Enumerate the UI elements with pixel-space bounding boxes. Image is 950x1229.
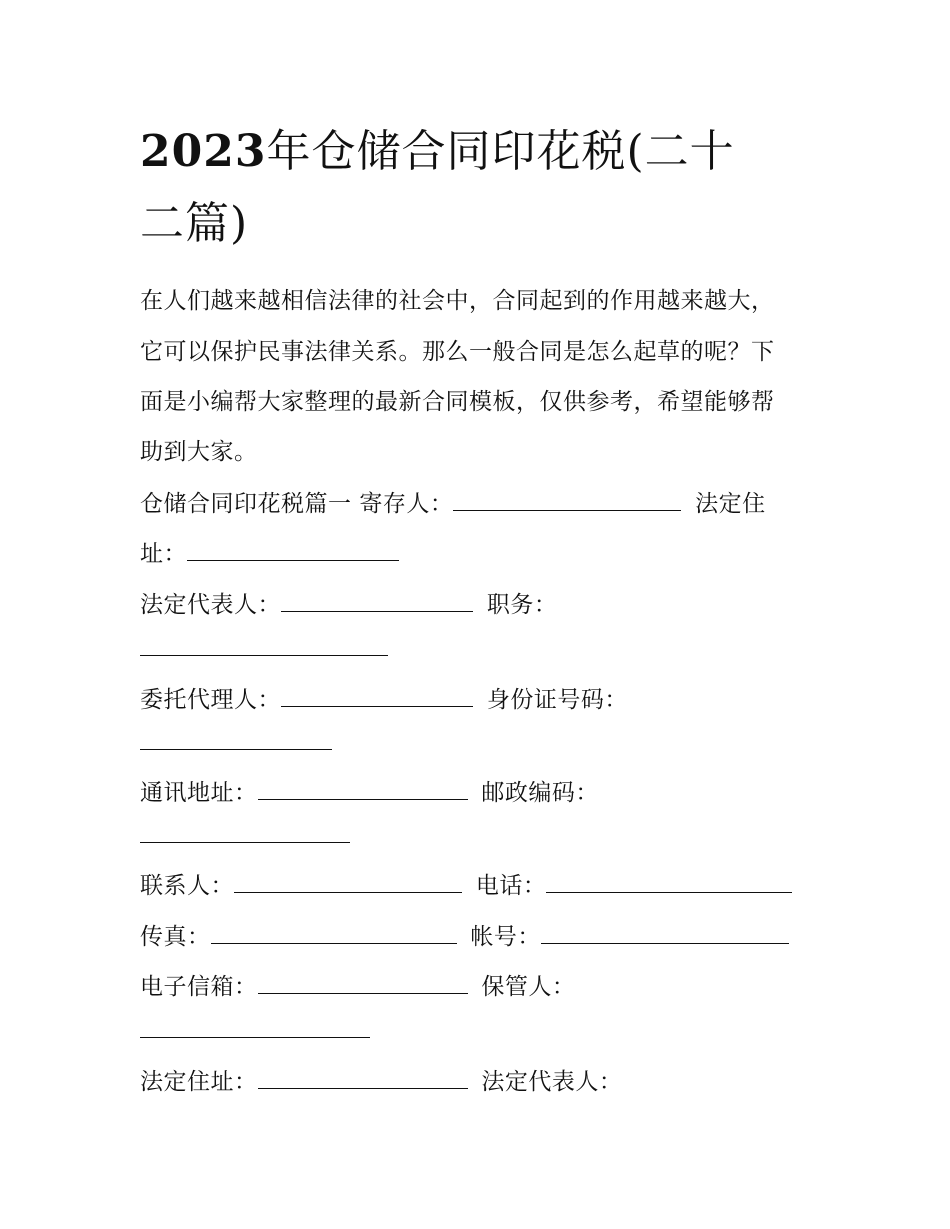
form-row-postcode-blank [140,820,350,851]
phone-blank[interactable] [546,870,792,893]
intro-line-2: 它可以保护民事法律关系。那么一般合同是怎么起草的呢？下 [140,339,775,365]
fax-label: 传真： [140,924,211,950]
form-row-fax [140,921,789,952]
form-row-email [140,971,575,1002]
agent-label: 委托代理人： [140,687,281,713]
phone-label: 电话： [475,873,547,899]
form-row-agent [140,684,628,715]
agent-blank[interactable] [281,684,473,707]
account-blank[interactable] [541,921,789,944]
fax-blank[interactable] [211,921,457,944]
email-blank[interactable] [258,971,468,994]
document-title [140,116,820,260]
title-year: 2023 [140,126,267,177]
form-row-position-blank [140,633,388,664]
form-row-mail [140,777,599,808]
legal-address2-blank[interactable] [258,1066,468,1089]
id-number-label: 身份证号码： [486,687,628,713]
legal-address-label: 法定住 [695,491,766,517]
title-text-line1: 年仓储合同印花税(二十 [266,126,735,177]
legal-address2-label: 法定住址： [140,1069,258,1095]
mail-address-label: 通讯地址： [140,780,258,806]
keeper-label: 保管人： [481,974,576,1000]
form-row-id-blank [140,727,332,758]
email-label: 电子信箱： [140,974,258,1000]
intro-line-1: 在人们越来越相信法律的社会中，合同起到的作用越来越大， [140,288,775,314]
intro-line-4: 助到大家。 [140,439,258,465]
contact-label: 联系人： [140,873,234,899]
mail-address-blank[interactable] [258,777,468,800]
keeper-blank[interactable] [140,1015,370,1038]
form-row-legal-rep [140,589,557,620]
legal-rep2-label: 法定代表人： [481,1069,623,1095]
intro-line-3: 面是小编帮大家整理的最新合同模板，仅供参考，希望能够帮 [140,389,775,415]
legal-address-blank[interactable] [187,538,399,561]
form-row-keeper-blank [140,1015,370,1046]
form-row-address [140,538,399,569]
contact-blank[interactable] [234,870,462,893]
legal-rep-label: 法定代表人： [140,592,281,618]
postcode-blank[interactable] [140,820,350,843]
form-row-depositor [140,488,766,519]
form-row-contact [140,870,792,901]
position-label: 职务： [486,592,558,618]
depositor-blank[interactable] [453,488,681,511]
id-number-blank[interactable] [140,727,332,750]
form-row-keeper-address [140,1066,622,1097]
account-label: 帐号： [470,924,541,950]
legal-rep-blank[interactable] [281,589,473,612]
legal-address-label-cont: 址： [140,541,187,567]
position-blank[interactable] [140,633,388,656]
section-heading: 仓储合同印花税篇一 [140,491,352,517]
postcode-label: 邮政编码： [481,780,599,806]
depositor-label: 寄存人： [359,491,454,517]
title-text-line2: 二篇) [140,198,249,249]
